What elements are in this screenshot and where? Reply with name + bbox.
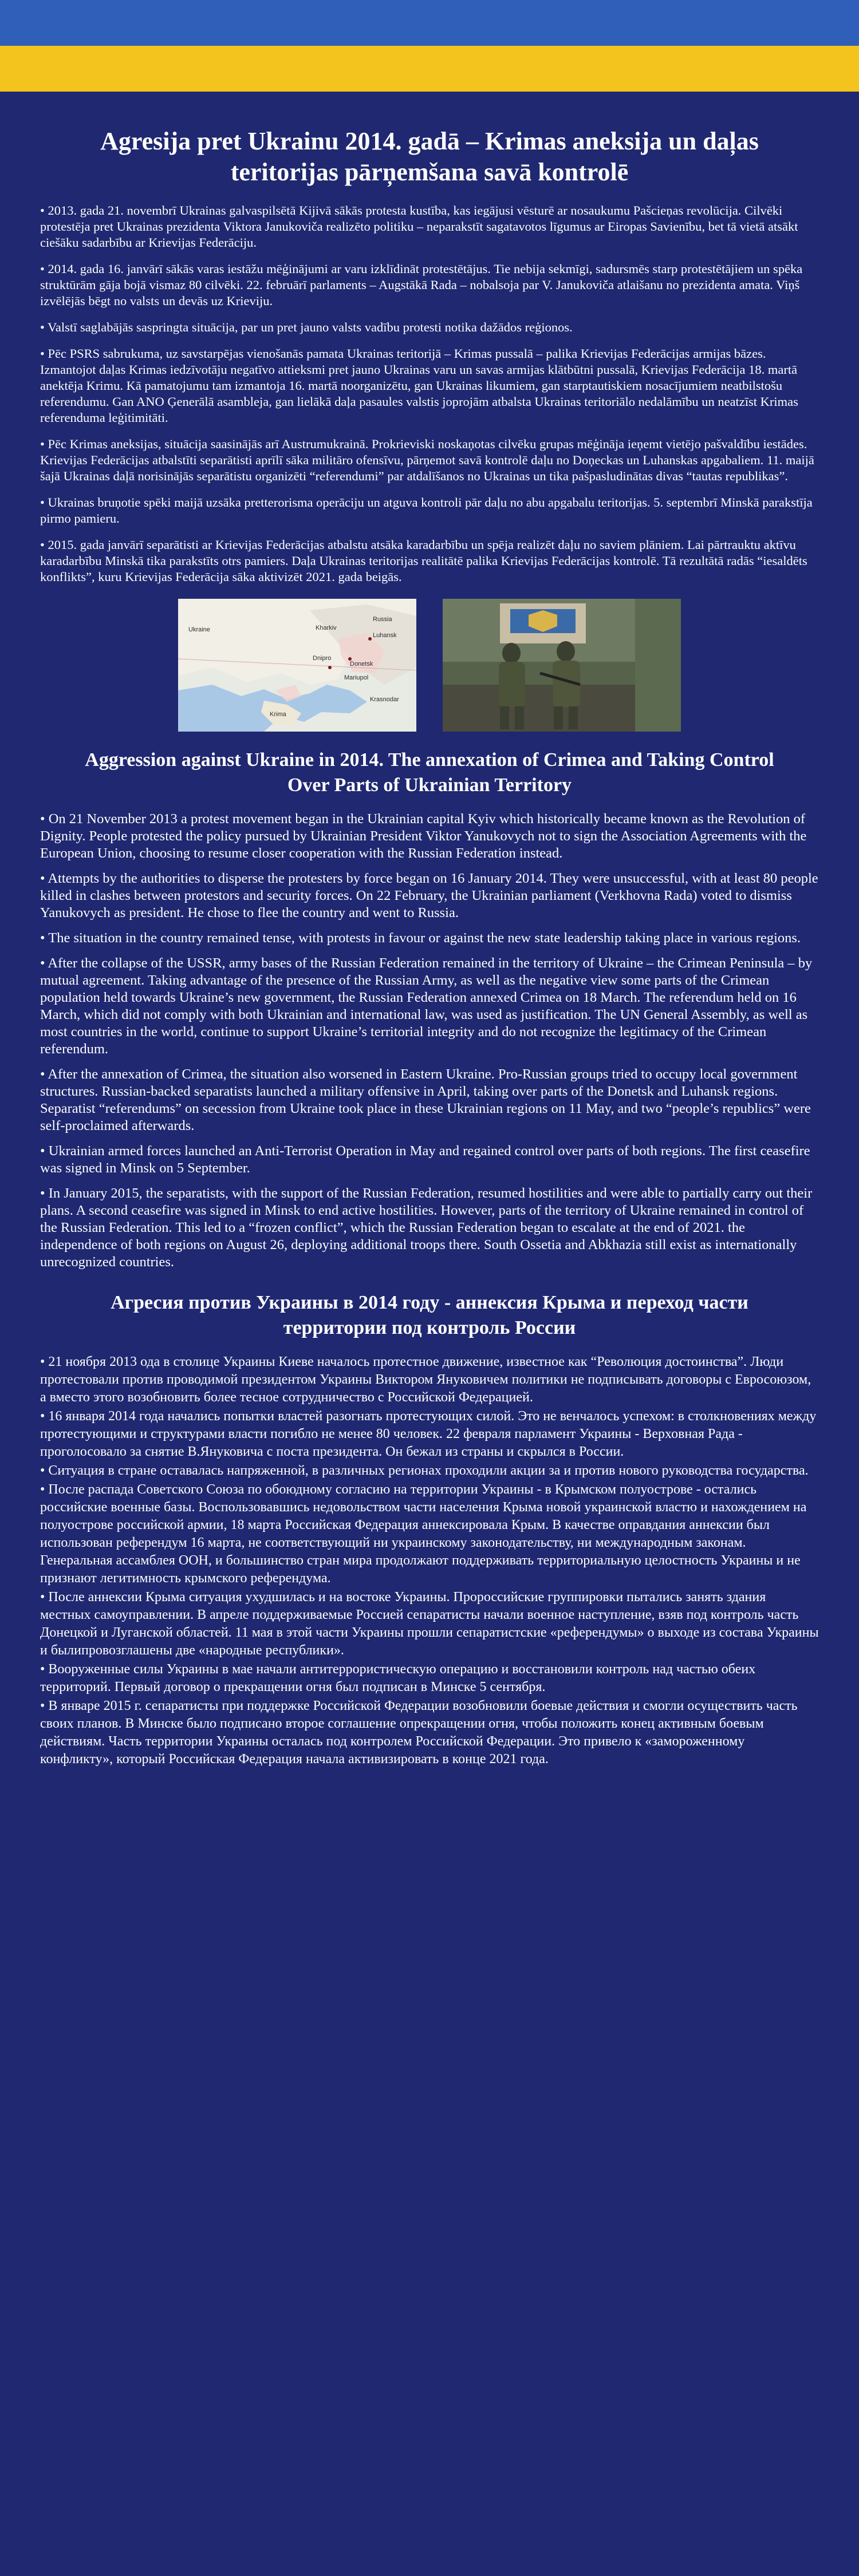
map-image (178, 599, 416, 732)
map-label: Donetsk (350, 661, 373, 667)
russian-bullet: • 16 января 2014 года начались попытки властей разогнать протестующих силой. Это не венчалось успехом: в столкновениях между протестующими и структурами власти погибло не менее 80 человек. 22 февраля парламент Украины - Верховная Рада - проголосовало за снятие В.Януковича с поста президента. Он бежал из страны и скрылся в России. (40, 1409, 817, 1459)
english-bullet: • Ukrainian armed forces launched an Anti-Terrorist Operation in May and regained control over parts of both regions. The first ceasefire was signed in Minsk on 5 September. (40, 1143, 810, 1176)
russian-section (40, 1290, 819, 1768)
russian-bullet: • После аннексии Крыма ситуация ухудшилась и на востоке Украины. Пророссийские группировки пытались занять здания местных самоуправлении. В апреле поддерживаемые Россией сепаратисты начали военное наступление, взяв под контроль часть Донецкой и Луганской областей. 11 мая в этой части Украины прошли сепаратистские «референдумы» о выходе из состава Украины и былипровозглашены две «народные республики». (40, 1590, 819, 1658)
english-section (40, 748, 819, 1271)
russian-bullet: • Вооруженные силы Украины в мае начали антитеррористическую операцию и восстановили контроль над частью обеих территорий. Первый договор о прекращении огня был подписан в Минске 5 сентября. (40, 1662, 756, 1694)
russian-bullet: • Ситуация в стране оставалась напряженной, в различных регионах проходили акции за и против нового руководства государства. (40, 1463, 809, 1478)
english-bullet: • On 21 November 2013 a protest movement began in the Ukrainian capital Kyiv which historically became known as the Revolution of Dignity. People protested the policy pursued by Ukrainian President Viktor Yanukovych not to sign the Association Agreements with the European Union, choosing to resume closer cooperation with the Russian Federation instead. (40, 811, 807, 861)
russian-title: Агресия против Украины в 2014 году - аннексия Крыма и переход части территории под контроль России (111, 1292, 748, 1338)
latvian-bullet: • 2015. gada janvārī separātisti ar Krievijas Federācijas atbalstu atsāka karadarbību un spēja realizēt daļu no saviem plāniem. Lai pārtrauktu aktīvu karadarbību Minskā tika parakstīts otrs pamiers. Daļa Ukrainas teritorijas realitātē palika Krievijas Federācijas kontrolē. Tā rezultātā radās “iesaldēts konflikts”, kuru Krievijas Federācija sāka aktivizēt 2021. gada beigās. (40, 538, 807, 584)
map-label: Krasnodar (370, 696, 399, 703)
latvian-section (40, 126, 819, 585)
latvian-bullet: • 2013. gada 21. novembrī Ukrainas galvaspilsētā Kijivā sākās protesta kustība, kas iegājusi vēsturē ar nosaukumu Pašcieņas revolūcija. Cilvēki protestēja pret Ukrainas prezidenta Viktora Janukoviča realizēto politiku – neparakstīt sagatavotos līgumus ar Eiropas Savienību, bet tā vietā atsākt ciešāku sadarbību ar Krievijas Federāciju. (40, 203, 798, 250)
russian-bullet: • В январе 2015 г. сепаратисты при поддержке Российской Федерации возобновили боевые действия и смогли осуществить часть своих планов. В Минске было подписано второе соглашение опрекращении огня, чтобы положить конец активным боевым действиям. Часть территории Украины осталась под контролем Российской Федерации. Это привело к «замороженному конфликту», который Российская Федерация начала активизировать в конце 2021 года. (40, 1698, 798, 1767)
poster-content (0, 126, 859, 1768)
russian-bullet: • 21 ноября 2013 ода в столице Украины Киеве началось протестное движение, известное как “Революция достоинства”. Люди протестовали против проводимой президентом Украины Виктором Януковичем политики не подписывать договоры с Евросоюзом, а вместо этого возобновить более тесное сотрудничество с Российской Федерацией. (40, 1354, 811, 1405)
latvian-bullet: • Valstī saglabājās saspringta situācija, par un pret jauno valsts vadību protesti notika dažādos reģionos. (40, 320, 573, 334)
map-label: Luhansk (373, 632, 397, 639)
english-bullet: • Attempts by the authorities to disperse the protesters by force began on 16 January 2014. They were unsuccessful, with at least 80 people killed in clashes between protestors and security forces. On 22 February, the Ukrainian parliament (Verkhovna Rada) voted to dismiss Yanukovych as president. He chose to flee the country and went to Russia. (40, 871, 818, 920)
english-bullet: • After the annexation of Crimea, the situation also worsened in Eastern Ukraine. Pro-Russian groups tried to occupy local government structures. Russian-backed separatists launched a military offensive in April, taking over parts of the Donetsk and Luhansk regions. Separatist “referendums” on secession from Ukraine took place in these Ukrainian regions on 11 May, and two “people’s republics” were self-proclaimed afterwards. (40, 1066, 811, 1133)
latvian-bullet: • Ukrainas bruņotie spēki maijā uzsāka pretterorisma operāciju un atguva kontroli pār daļu no abu apgabalu teritorijas. 5. septembrī Minskā parakstīja pirmo pamieru. (40, 495, 813, 526)
latvian-title: Agresija pret Ukrainu 2014. gadā – Krimas aneksija un daļas teritorijas pārņemšana savā kontrolē (100, 127, 759, 186)
flag-blue-stripe (0, 0, 859, 46)
map-label: Dnipro (313, 655, 332, 662)
map-label: Krima (270, 711, 286, 718)
russian-bullet: • После распада Советского Союза по обоюдному согласию на территории Украины - в Крымском полуострове - остались российские военные базы. Воспользовавшись недовольством части населения Крыма новой украинской властю и нахождением на полуострове российской армии, 18 марта Российская Федерация аннексировала Крым. В качестве оправдания аннексии был использован референдум 16 марта, не соответствующий ни украинскому законодательству, ни международным законам. Генеральная ассамблея ООН, и большинство стран мира продолжают поддерживать территориальную целостность Украины и не признают легитимность крымского референдума. (40, 1482, 807, 1586)
latvian-bullet: • Pēc Krimas aneksijas, situācija saasinājās arī Austrumukrainā. Prokrieviski noskaņotas cilvēku grupas mēģināja ieņemt vietējo pašvaldību iestādes. Krievijas Federācijas atbalstīti separātisti aprīlī sāka militāro ofensīvu, pārņemot savā kontrolē daļu no Doņeckas un Luhanskas apgabaliem. 11. maijā šajā Ukrainas daļā norisinājās separātistu organizēti “referendumi” par atdalīšanos no Ukrainas un tika pašpasludinātas divas “tautas republikas”. (40, 437, 814, 483)
map-label: Kharkiv (316, 625, 337, 631)
figures-row (40, 599, 819, 732)
map-label: Mariupol (344, 674, 369, 681)
english-bullet: • The situation in the country remained tense, with protests in favour or against the new state leadership taking place in various regions. (40, 930, 801, 946)
soldiers-photo (443, 599, 681, 732)
flag-yellow-stripe (0, 46, 859, 92)
english-bullet: • In January 2015, the separatists, with the support of the Russian Federation, resumed hostilities and were able to partially carry out their plans. A second ceasefire was signed in Minsk to end active hostilities. However, parts of the territory of Ukraine remained in control of the Russian Federation. This led to a “frozen conflict”, which the Russian Federation began to escalate at the end of 2021. the independence of both regions on August 26, deploying additional troops there. South Ossetia and Abkhazia still exist as internationally unrecognized countries. (40, 1186, 813, 1270)
ukrainian-flag (0, 0, 859, 92)
map-label: Russia (373, 616, 392, 623)
english-title: Aggression against Ukraine in 2014. The annexation of Crimea and Taking Control Over Parts of Ukrainian Territory (85, 749, 774, 796)
english-bullet: • After the collapse of the USSR, army bases of the Russian Federation remained in the territory of Ukraine – the Crimean Peninsula – by mutual agreement. Taking advantage of the presence of the Russian Army, as well as the negative view some parts of the Crimean population held towards Ukraine’s new government, the Russian Federation annexed Crimea on 18 March. The referendum held on 16 March, which did not comply with both Ukrainian and international law, was used as justification. The UN General Assembly, as well as most countries in the world, continue to support Ukraine’s territorial integrity and do not recognize the legitimacy of the Crimean referendum. (40, 955, 813, 1057)
soldiers-photo-drawing (443, 599, 635, 732)
latvian-bullet: • Pēc PSRS sabrukuma, uz savstarpējas vienošanās pamata Ukrainas teritorijā – Krimas pussalā – palika Krievijas Federācijas armijas bāzes. Izmantojot daļas Krimas iedzīvotāju negatīvo attieksmi pret jauno Ukrainas varu un savas armijas klātbūtni pussalā, Krievijas Federācija 18. martā anektēja Krimu. Kā pamatojumu tam izmantoja 16. martā noorganizētu, gan Ukrainas likumiem, gan starptautiskiem nosacījumiem neatbilstošu referendumu. Gan ANO Ģenerālā asambleja, gan lielākā daļa pasaules valstis joprojām atbalsta Ukrainas teritoriālo nedalāmību un neatzīst Krimas referenduma leģitimitāti. (40, 346, 798, 425)
map-label: Ukraine (188, 626, 210, 633)
latvian-bullet: • 2014. gada 16. janvārī sākās varas iestāžu mēģinājumi ar varu izklīdināt protestētājus. Tie nebija sekmīgi, sadursmēs starp protestētājiem un spēka struktūrām gāja bojā vismaz 80 cilvēki. 22. februārī parlaments – Augstākā Rada – nobalsoja par V. Janukoviča atlaišanu no prezidenta amata. Viņš izvēlējās bēgt no valsts un devās uz Krieviju. (40, 262, 803, 308)
